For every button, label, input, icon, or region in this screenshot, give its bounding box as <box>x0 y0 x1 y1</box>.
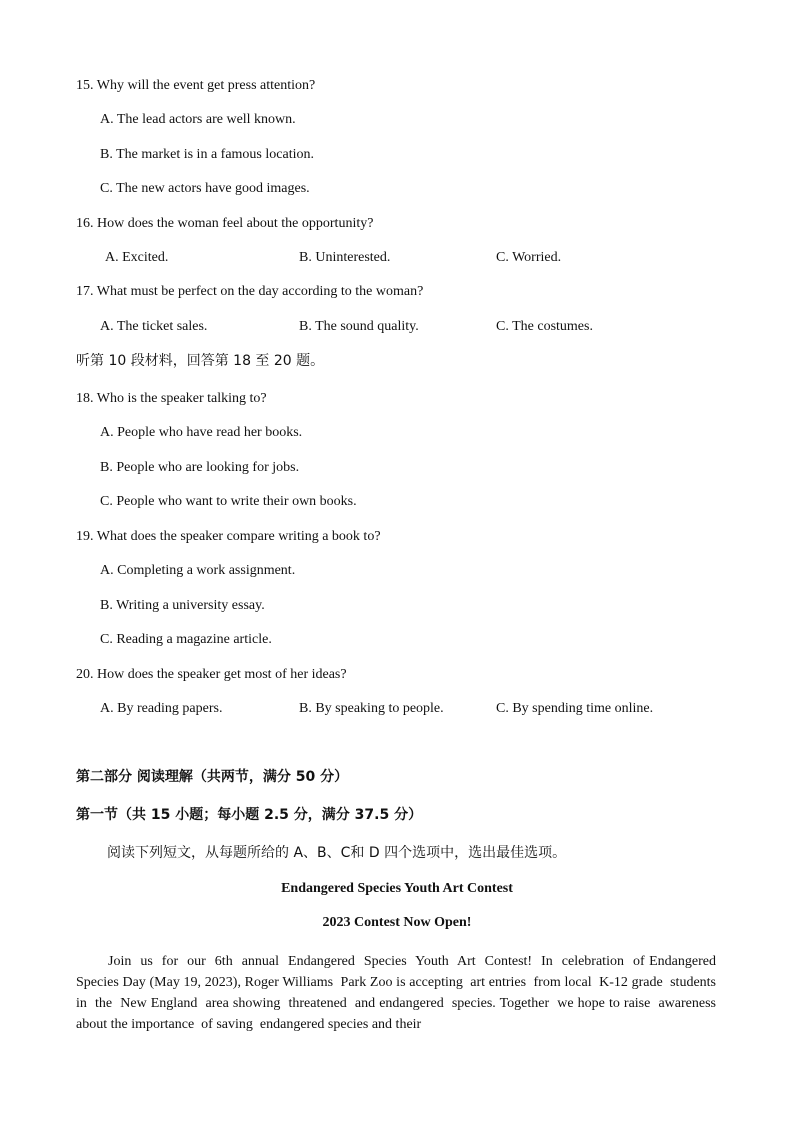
question-19: 19. What does the speaker compare writing a book to? <box>76 529 381 544</box>
question-18-option-b: B. People who are looking for jobs. <box>100 460 300 475</box>
article-paragraph: Join us for our 6th annual Endangered Species Youth Art Contest! In celebration of Endangered Species Day (May 19, 2023), Roger Williams Park Zoo is accepting art entries from local K-12 grade students in the New England area showing threatened and endangered species. Together we hope to raise awareness about the importance of saving endangered species and their <box>76 954 723 1032</box>
listening-section-instruction: 听第 10 段材料，回答第 18 至 20 题。 <box>76 353 325 369</box>
question-18-option-c: C. People who want to write their own books. <box>100 494 357 509</box>
question-20-option-a: A. By reading papers. <box>100 701 223 716</box>
question-19-option-c: C. Reading a magazine article. <box>100 632 272 647</box>
question-15-option-a: A. The lead actors are well known. <box>100 112 296 127</box>
question-16-option-b: B. Uninterested. <box>299 250 391 265</box>
question-18-option-a: A. People who have read her books. <box>100 425 303 440</box>
question-15-option-c: C. The new actors have good images. <box>100 181 310 196</box>
article-subtitle: 2023 Contest Now Open! <box>322 915 472 930</box>
question-19-option-b: B. Writing a university essay. <box>100 598 265 613</box>
question-17: 17. What must be perfect on the day according to the woman? <box>76 284 424 299</box>
question-17-option-c: C. The costumes. <box>496 319 593 334</box>
section-1-heading: 第一节（共 15 小题；每小题 2.5 分，满分 37.5 分） <box>76 807 423 823</box>
question-16-option-c: C. Worried. <box>496 250 562 265</box>
question-20-option-b: B. By speaking to people. <box>299 701 444 716</box>
article-title: Endangered Species Youth Art Contest <box>281 881 513 896</box>
question-19-option-a: A. Completing a work assignment. <box>100 563 296 578</box>
question-17-option-b: B. The sound quality. <box>299 319 419 334</box>
reading-instruction: 阅读下列短文，从每题所给的 A、B、C和 D 四个选项中，选出最佳选项。 <box>107 845 567 861</box>
question-16: 16. How does the woman feel about the opportunity? <box>76 216 374 231</box>
part-2-heading: 第二部分 阅读理解（共两节，满分 50 分） <box>76 769 349 785</box>
question-15: 15. Why will the event get press attention? <box>76 78 316 93</box>
question-15-option-b: B. The market is in a famous location. <box>100 147 314 162</box>
question-20-option-c: C. By spending time online. <box>496 701 654 716</box>
question-17-option-a: A. The ticket sales. <box>100 319 208 334</box>
question-20: 20. How does the speaker get most of her ideas? <box>76 667 347 682</box>
question-16-option-a: A. Excited. <box>105 250 169 265</box>
question-18: 18. Who is the speaker talking to? <box>76 391 267 406</box>
